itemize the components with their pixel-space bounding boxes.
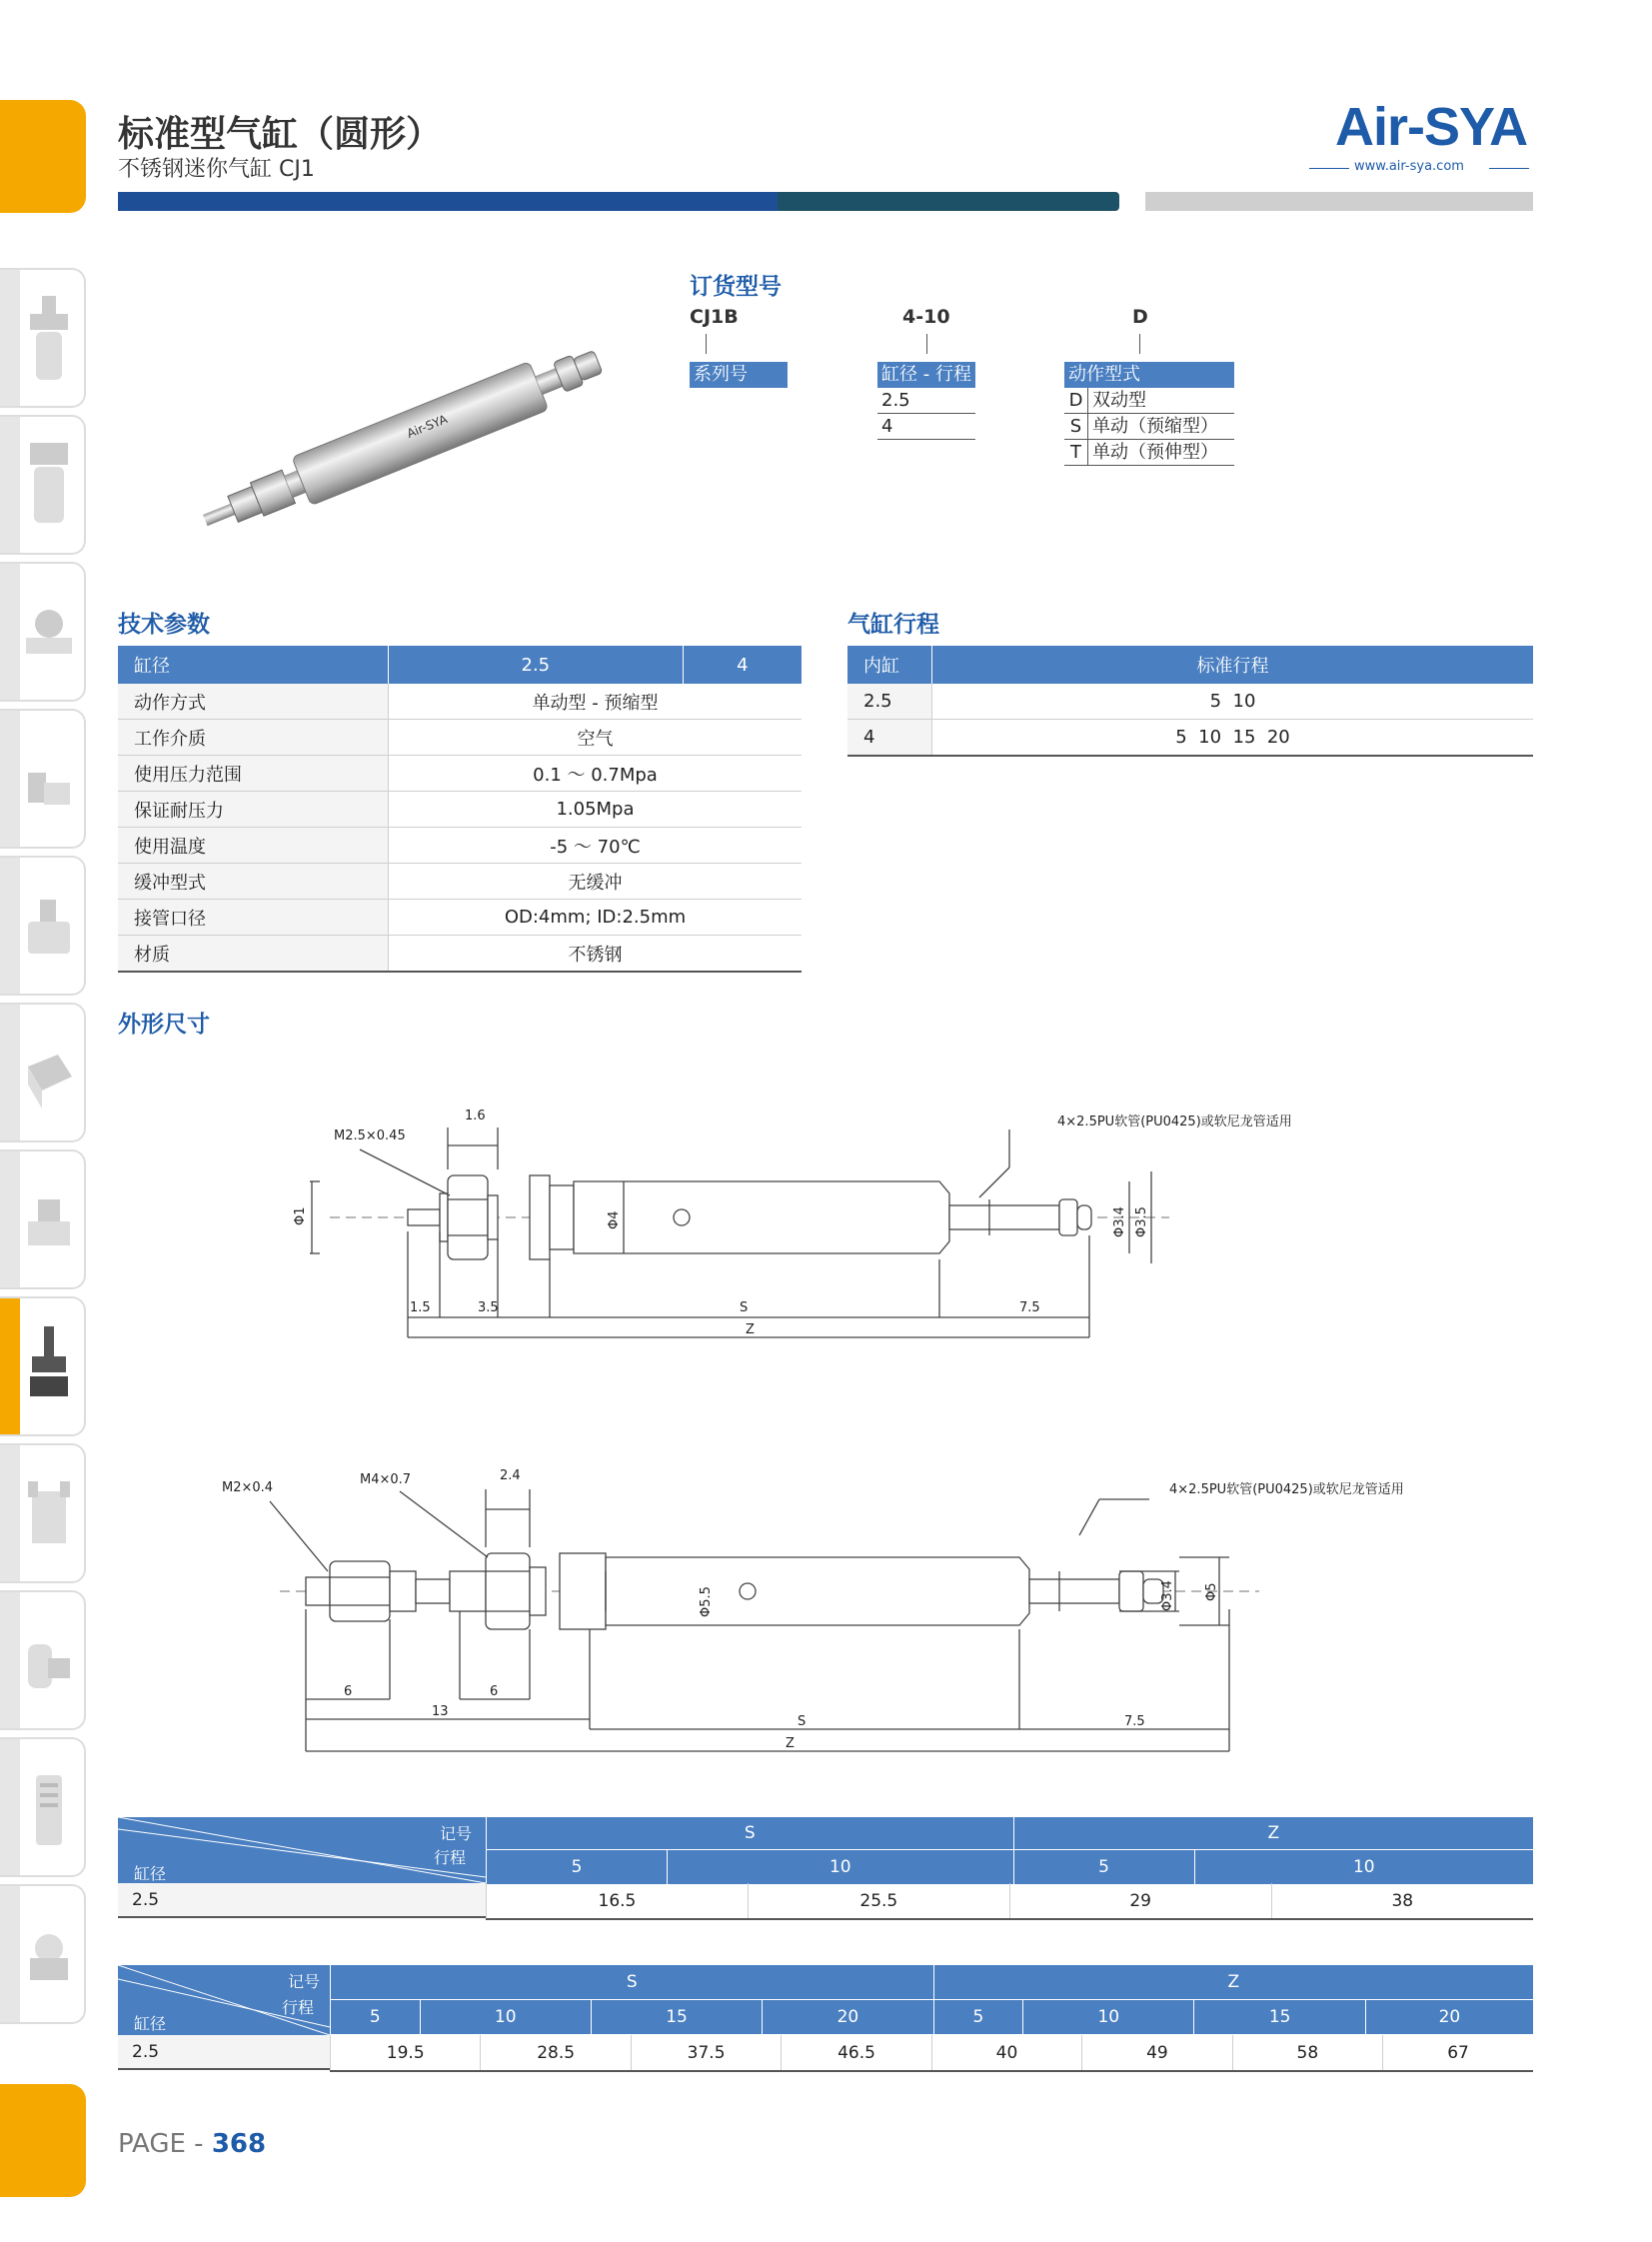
thread2-label: M4×0.7 xyxy=(360,1472,412,1487)
block-icon xyxy=(24,1027,74,1122)
side-tab-cylinder[interactable] xyxy=(0,1296,86,1436)
table-row: 接管口径 OD:4mm; ID:2.5mm xyxy=(118,900,802,936)
nut-width-label: 1.6 xyxy=(465,1109,486,1123)
bore-option: 2.5 xyxy=(877,388,975,414)
side-tab-block[interactable] xyxy=(0,1003,86,1142)
action-code: D xyxy=(1132,306,1148,328)
diagonal-header xyxy=(118,1817,486,1883)
bore-stroke-code: 4-10 xyxy=(902,306,950,328)
gripper-icon xyxy=(24,1467,74,1563)
dimension-drawing-2 xyxy=(220,1459,1419,1759)
gauge-icon xyxy=(24,586,74,682)
tube-note: 4×2.5PU软管(PU0425)或软尼龙管适用 xyxy=(1057,1115,1292,1129)
table-row: 动作方式 单动型 - 预缩型 xyxy=(118,684,802,720)
pipe-diameter-2: Φ3.5 xyxy=(1134,1206,1149,1237)
side-tab-gripper[interactable] xyxy=(0,1443,86,1583)
bore-tick xyxy=(926,334,927,354)
logo-rule-left xyxy=(1309,168,1349,169)
table-row: 16.5 25.5 29 38 xyxy=(487,1883,1534,1919)
dim-table-2 xyxy=(118,1965,1533,2065)
diag-bottom: 缸径 xyxy=(134,1864,167,1883)
dim-z: Z xyxy=(786,1736,795,1751)
dim-c: 7.5 xyxy=(1019,1300,1040,1315)
pipe-diameter-1: Φ3.4 xyxy=(1160,1580,1175,1611)
tube-note: 4×2.5PU软管(PU0425)或软尼龙管适用 xyxy=(1169,1482,1404,1497)
side-tab-solenoid[interactable] xyxy=(0,1149,86,1289)
brand-url: www.air-sya.com xyxy=(1354,159,1464,174)
pipe-diameter-1: Φ3.4 xyxy=(1112,1206,1127,1237)
table-row: 4 5 10 15 20 xyxy=(847,720,1533,757)
order-code-heading: 订货型号 xyxy=(690,274,782,300)
dim-b: 3.5 xyxy=(478,1300,499,1315)
diag-mid: 行程 xyxy=(434,1848,467,1867)
page-subtitle: 不锈钢迷你气缸 CJ1 xyxy=(118,157,315,182)
diag-bottom: 缸径 xyxy=(134,2014,167,2033)
table-row: 保证耐压力 1.05Mpa xyxy=(118,792,802,828)
dim-table-1-row xyxy=(486,1883,1533,1920)
action-option: T 单动（预伸型） xyxy=(1064,440,1234,466)
solenoid-icon xyxy=(24,1173,74,1269)
dim-a: 6 xyxy=(344,1684,353,1699)
table-row: 使用压力范围 0.1 ～ 0.7Mpa xyxy=(118,756,802,792)
dim-table-1-grid: S Z 5 10 5 10 xyxy=(486,1817,1533,1884)
diag-top: 记号 xyxy=(440,1824,473,1843)
brand-logo: Air-SYA xyxy=(1335,97,1528,157)
series-code: CJ1B xyxy=(690,306,739,328)
action-option: D 双动型 xyxy=(1064,388,1234,414)
section-tab-bottom[interactable] xyxy=(0,2084,86,2197)
dim-z: Z xyxy=(746,1322,755,1337)
svg-text:Air-SYA: Air-SYA xyxy=(405,412,450,441)
tech-params-heading: 技术参数 xyxy=(118,612,210,638)
dim-s: S xyxy=(798,1714,807,1729)
action-tick xyxy=(1139,334,1140,354)
action-option: S 单动（预缩型） xyxy=(1064,414,1234,440)
cylinder-icon xyxy=(24,1320,74,1416)
logo-rule-right xyxy=(1489,168,1529,169)
dim-table-2-grid: S Z 5 10 15 20 5 10 15 20 xyxy=(330,1965,1533,2034)
page-number: PAGE - 368 xyxy=(118,2129,267,2159)
table-row: 缓冲型式 无缓冲 xyxy=(118,864,802,900)
diag-mid: 行程 xyxy=(282,1998,315,2017)
stroke-table: 内缸 标准行程 2.5 5 10 4 5 10 15 20 xyxy=(847,646,1533,757)
side-tab-lubricator[interactable] xyxy=(0,415,86,555)
body-diameter: Φ5.5 xyxy=(699,1586,714,1617)
dimension-drawing-1 xyxy=(290,1100,1319,1349)
header-bar-accent xyxy=(778,192,1119,211)
section-tab-top[interactable] xyxy=(0,100,86,213)
accessory-icon xyxy=(24,1908,74,2004)
dim-table-1 xyxy=(118,1817,1533,1917)
pipe-diameter-2: Φ5 xyxy=(1204,1582,1219,1601)
dim-a: 1.5 xyxy=(410,1300,431,1315)
table-row: 工作介质 空气 xyxy=(118,720,802,756)
row-bore: 2.5 xyxy=(118,2035,330,2070)
diag-top: 记号 xyxy=(288,1972,321,1991)
series-tick xyxy=(706,334,707,354)
row-bore: 2.5 xyxy=(118,1883,486,1918)
dim-b: 6 xyxy=(490,1684,499,1699)
dim-c: 13 xyxy=(432,1704,449,1719)
dim-s: S xyxy=(740,1300,749,1315)
header-bar-grey xyxy=(1145,192,1533,211)
rod-diameter: Φ1 xyxy=(293,1206,308,1225)
nut-width-label: 2.4 xyxy=(500,1468,521,1483)
page-title: 标准型气缸（圆形） xyxy=(118,114,443,155)
dimensions-heading: 外形尺寸 xyxy=(118,1012,210,1038)
thread-label: M2.5×0.45 xyxy=(334,1128,406,1143)
stroke-heading: 气缸行程 xyxy=(847,612,939,638)
table-row: 19.5 28.5 37.5 46.5 40 49 58 67 xyxy=(331,2035,1534,2071)
action-label: 动作型式 xyxy=(1064,362,1234,388)
switch-icon xyxy=(24,880,74,976)
side-tab-filter[interactable] xyxy=(0,268,86,408)
silencer-icon xyxy=(24,1761,74,1857)
side-tab-valve[interactable] xyxy=(0,709,86,849)
valve-icon xyxy=(24,733,74,829)
lubricator-icon xyxy=(24,439,74,535)
filter-regulator-icon xyxy=(24,292,74,388)
side-tab-switch[interactable] xyxy=(0,856,86,996)
body-diameter: Φ4 xyxy=(607,1210,622,1229)
thread1-label: M2×0.4 xyxy=(222,1480,274,1495)
series-label: 系列号 xyxy=(690,362,788,388)
table-row: 使用温度 -5 ～ 70℃ xyxy=(118,828,802,864)
side-tab-gauge[interactable] xyxy=(0,562,86,702)
table-row: 2.5 5 10 xyxy=(847,684,1533,720)
product-image xyxy=(180,340,640,540)
bore-option: 4 xyxy=(877,414,975,440)
tech-params-table: 缸径 2.5 4 动作方式 单动型 - 预缩型 工作介质 空气 使用压力范围 0.1 ～ 0.7Mpa 保证耐压力 1.05Mpa 使用温度 -5 ～ 70℃ 缓冲型式 无缓冲 接管口径 OD:4mm; ID:2.5mm 材质 不锈钢 xyxy=(118,646,802,973)
side-tab-silencer[interactable] xyxy=(0,1737,86,1877)
fitting-icon xyxy=(24,1614,74,1710)
dim-table-2-row xyxy=(330,2035,1533,2072)
side-tab-accessory[interactable] xyxy=(0,1884,86,2024)
table-row: 材质 不锈钢 xyxy=(118,936,802,973)
bore-stroke-label: 缸径 - 行程 xyxy=(877,362,975,388)
dim-d: 7.5 xyxy=(1124,1714,1145,1729)
side-tab-fitting[interactable] xyxy=(0,1590,86,1730)
header-bar xyxy=(118,192,778,211)
